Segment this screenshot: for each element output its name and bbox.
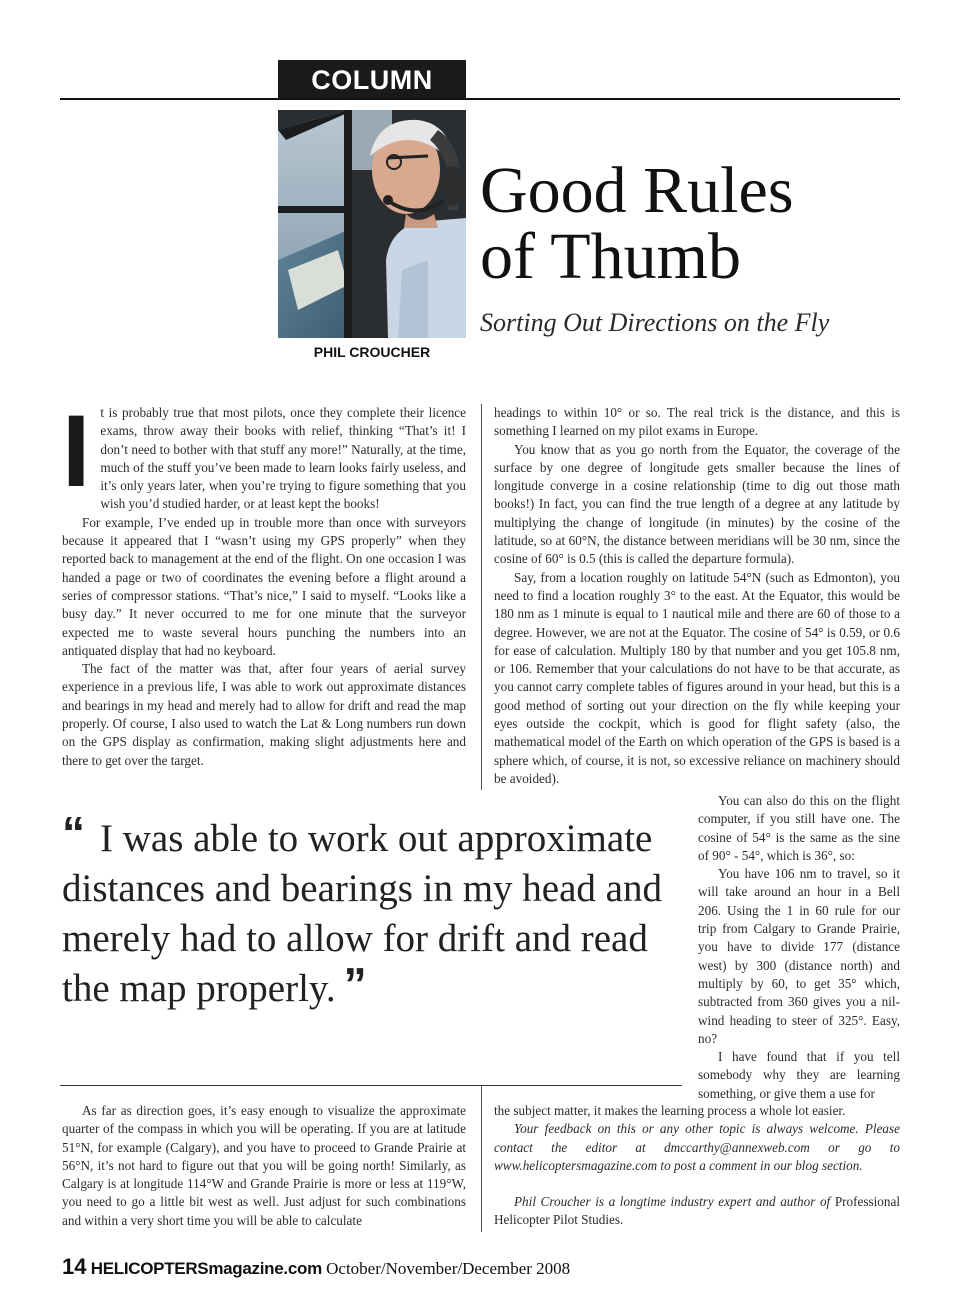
top-rule [60,98,900,100]
feedback-note: Your feedback on this or any other topic is always welcome. Please contact the editor at dmccarthy@annexweb.com or go to www.helicoptersmagazine.com to post a comment in our blog section. [494,1121,900,1173]
paragraph: I have found that if you tell somebody why they are learning something, or give them a use for [698,1049,900,1101]
article-column-left [62,394,466,770]
bio-text: Phil Croucher is a longtime industry expert and author of [514,1194,831,1210]
paragraph: As far as direction goes, it’s easy enough to visualize the approximate quarter of the compass in which you will be operating. If you are at latitude 51°N, for example (Calgary), and you have to proceed to Grande Prairie at 56°N, it’s not hard to figure out that you will be going north! Similarly, as Calgary is at longitude 114°W and Grande Prairie is more or less at 119°W, you need to go a little bit west as well. Just adjust for such combinations and within a very short time you will be able to calculate [62,1103,466,1228]
paragraph: You know that as you go north from the Equator, the coverage of the surface by one degree of longitude gets smaller because the lines of longitude converge in a cosine relationship (time to dig out those math books!) In fact, you can find the true length of a degree at any latitude by multiplying the change of longitude (in minutes) by the cosine of the latitude, so at 60°N, the distance between meridians will be 30 nm, since the cosine of 60° is 0.5 (this is called the departure formula). [494,441,900,567]
headline-line-2: of Thumb [480,220,741,293]
paragraph: For example, I’ve ended up in trouble more than once with surveyors because it appeared that I “wasn’t using my GPS properly” when they reported back to management at the end of the flight. On one occasion I was handed a page or two of coordinates the evening before a flight around a series of compressor stations. “That’s nice,” I said to myself. “Looks like a busy day.” It never occurred to me for one minute that the surveyor expected me to waste several hours punching the numbers into an antiquated display that had no keyboard. [62,514,466,658]
paragraph: the subject matter, it makes the learning process a whole lot easier. [494,1103,846,1118]
drop-cap: I [62,394,91,508]
section-tag: COLUMN [278,60,466,98]
article-column-left-bottom [62,1102,466,1230]
paragraph: The fact of the matter was that, after four years of aerial survey experience in a previous life, I was able to work out approximate distances and bearings in my head and merely had to allow for drift and read the map properly. Of course, I also used to watch the Lat & Long numbers run down on the GPS display as confirmation, making slight adjustments here and there to get over the target. [62,661,466,768]
author-bio [494,1193,900,1230]
deck-subtitle: Sorting Out Directions on the Fly [480,308,830,337]
page-footer [62,1254,570,1280]
author-photo [278,110,466,338]
page-number: 14 [62,1254,87,1279]
site-name: HELICOPTERSmagazine.com [90,1259,322,1278]
open-quote-mark: “ [62,807,85,859]
paragraph: You can also do this on the flight computer, if you still have one. The cosine of 54° is the same as the sine of 90° - 54°, which is 36°, so: [698,793,900,863]
column-divider [481,404,482,790]
paragraph: headings to within 10° or so. The real trick is the distance, and this is something I learned on my pilot exams in Europe. [494,405,900,439]
pull-quote-rule [60,1085,682,1086]
pull-quote [62,814,682,1014]
author-byline: PHIL CROUCHER [313,344,431,360]
column-divider [481,1086,482,1232]
bio-book-title: Professional Helicopter Pilot Studies. [494,1194,901,1228]
paragraph [62,394,466,514]
paragraph-text: t is probably true that most pilots, once they complete their licence exams, throw away their books with relief, thinking “That’s it! I don’t need to bother with that stuff any more!” Naturally, at the time, much of the stuff you’ve been made to learn looks fairly useless, and it’s only years later, when you’re trying to figure something that you wish you’d studied harder, or at least kept the books! [100,405,466,512]
paragraph: Say, from a location roughly on latitude 54°N (such as Edmonton), you need to find a location roughly 3° to the east. At the Equator, this would be 180 nm as 1 minute is equal to 1 nautical mile and there are 60 of those to a degree. However, we are not at the Equator. The cosine of 54° is 0.59, or 0.6 for ease of calculation. Multiply 180 by that number and you get 105.8 nm, or 106. Remember that your calculations do not have to be that accurate, as you cannot carry complete tables of figures around in your head, but this is a good method of sorting out your direction on the fly while keeping your eyes outside the cockpit, which is good for flight safety (also, the mathematical model of the Earth on which operation of the GPS is based is a sphere which, of course, it is not, so excessive reliance on machinery should be avoided). [494,569,900,786]
paragraph: You have 106 nm to travel, so it will take around an hour in a Bell 206. Using the 1 in 60 rule for our trip from Calgary to Grande Prairie, you have to divide 177 (distance west) by 300 (distance north) and multiply by 60, to get 35° which, subtracted from 360 gives you a nil-wind heading to steer of 325°. Easy, no? [698,866,900,1046]
article-column-right-narrow [698,792,900,1103]
headline-line-1: Good Rules [480,154,794,227]
close-quote-mark: ” [343,958,367,1010]
pull-quote-text: I was able to work out approximate distances and bearings in my head and merely had to allow for drift and read the map properly. [62,817,662,1010]
article-column-right [494,404,900,788]
headline [480,154,910,293]
issue-date: October/November/December 2008 [326,1259,571,1278]
article-column-right-bottom [494,1102,900,1230]
